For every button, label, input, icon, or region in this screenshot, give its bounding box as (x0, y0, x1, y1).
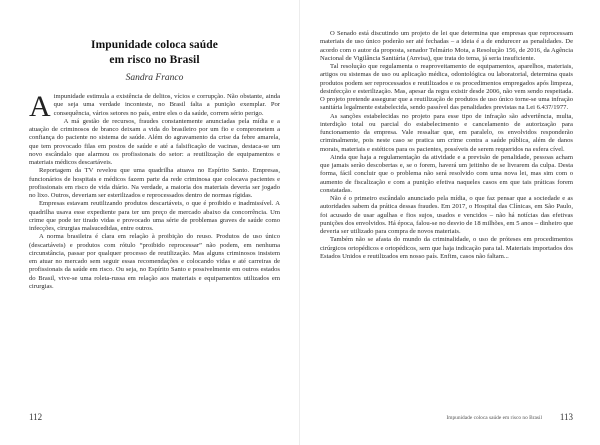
paragraph: Não é o primeiro escândalo anunciado pela mídia, o que faz pensar que a sociedade e as autoridades sabem da prática dessas fraudes. Em 2017, o Hospital das Clínicas, em São Paulo, foi acusado de usar agulhas e fios sujos, usados e vencidos – não há notícias das efetivas punições dos envolvidos. Há época, falou-se no desvio de 18 milhões, em 5 anos – dinheiro que deveria ser utilizado para compra de novos materiais. (320, 195, 573, 235)
page-number-left: 112 (29, 412, 43, 422)
drop-cap: A (29, 90, 51, 123)
paragraph: Aimpunidade estimula a existência de delitos, vícios e corrupção. Não obstante, ainda que seja uma verdade inconteste, no Brasil falta a punição exemplar. Por consequência, vários setores no país, entre eles o da saúde, correm sério perigo. (29, 90, 280, 123)
title-line-1: Impunidade coloca saúde (91, 39, 218, 51)
paragraph: Ainda que haja a regulamentação da atividade e a previsão de penalidade, pessoas acham que jamais serão descobertas e, se o forem, haverá um jeitinho de se livrarem da culpa. Desta forma, fácil concluir que o problema não será resolvido com uma nova lei, mas sim com o aumento de fiscalização e com a punição efetiva naqueles casos em que tais práticas forem constatadas. (320, 153, 573, 194)
paragraph: Também não se afasta do mundo da criminalidade, o uso de próteses em procedimentos cirúrgicos ortopédicos e ortopédicos, sem que haja indicação para tal. Materiais importados dos Estados Unidos e reutilizados em nosso país. Enfim, casos não faltam... (320, 236, 573, 260)
page-number-right: 113 (559, 412, 573, 422)
paragraph: Reportagem da TV revelou que uma quadrilha atuava no Espírito Santo. Empresas, funcionários de hospitais e médicos fazem parte da rede criminosa que colocava pacientes e profissionais em risco de vida diário. Na verdade, a maioria dos materiais deveria ser jogado no lixo. Outros, deveriam ser esterilizados e reprocessados dentro de normas rígidas. (29, 167, 280, 199)
left-column (29, 38, 280, 291)
paragraph: O Senado está discutindo um projeto de lei que determina que empresas que reprocessam materiais de uso único poderão ser até fechadas – a ideia é a de endurecer as penalidades. De acordo com o autor da proposta, senador Telmário Mota, a Resolução 156, de 2016, da Agência Nacional de Vigilância Sanitária (Anvisa), que trata do tema, já seria insuficiente. (320, 30, 573, 62)
paragraph: As sanções estabelecidas no projeto para esse tipo de infração são advertência, multa, interdição total ou parcial do estabelecimento e cancelamento de autorização para funcionamento da empresa. Vale ressaltar que, em paralelo, os envolvidos responderão criminalmente, pois neste caso se pratica um crime contra a saúde pública, além de danos morais, materiais e estéticos para os pacientes, possíveis de serem requeridos na esfera cível. (320, 112, 573, 153)
article-title (29, 38, 280, 67)
running-footer: Impunidade coloca saúde em risco no Brasil (446, 415, 542, 421)
paragraph: A má gestão de recursos, fraudes constantemente anunciadas pela mídia e a atuação de criminosos de branco deixam a vida do brasileiro por um fio e comprometem a confiança do paciente no sistema de saúde. Além do agravamento da crise da febre amarela, que tem provocado filas em postos de saúde e até a falsificação de vacinas, destaca-se um novo escândalo que alarmou os profissionais do setor: a reutilização de equipamentos e materiais médicos descartáveis. (29, 117, 280, 166)
right-page (300, 0, 600, 445)
paragraph: A norma brasileira é clara em relação à proibição do reuso. Produtos de uso único (descartáveis) e produtos com rótulo “proibido reprocessar” não podem, em nenhuma circunstância, passar por qualquer processo de reutilização. Mas alguns criminosos insistem em atuar no mercado sem seguir essas recomendações e colocando vidas e até carreiras de profissionais da saúde em risco. Ou seja, no Espírito Santo e possivelmente em outros estados do Brasil, vive-se uma roleta-russa em relação aos materiais e equipamentos utilizados em cirurgias. (29, 233, 280, 290)
author-name: Sandra Franco (125, 73, 184, 83)
paragraph: Empresas estavam reutilizando produtos descartáveis, o que é proibido e inadmissível. A quadrilha usava esse expediente para ter um preço de mercado abaixo da concorrência. Um crime que pode ter tirado vidas e provocado uma série de problemas graves de saúde como infecções, cirurgias malsucedidas, entre outros. (29, 200, 280, 232)
title-line-2: em risco no Brasil (109, 53, 200, 66)
right-column (320, 30, 573, 261)
paragraph: Tal resolução que regulamenta o reaproveitamento de equipamentos, aparelhos, materiais, artigos ou sistemas de uso ou aplicação médica, odontológica ou laboratorial, determina quais produtos podem ser reprocessados e reutilizados e os procedimentos empregados após limpeza, desinfecção e esterilização. Mas, apesar da regra existir desde 2006, não vem sendo respeitada. O projeto pretende assegurar que a reutilização de produtos de uso único torne-se uma infração sanitária legalmente estabelecida, sendo passível das penalidades previstas na Lei 6.437/1977. (320, 63, 573, 112)
